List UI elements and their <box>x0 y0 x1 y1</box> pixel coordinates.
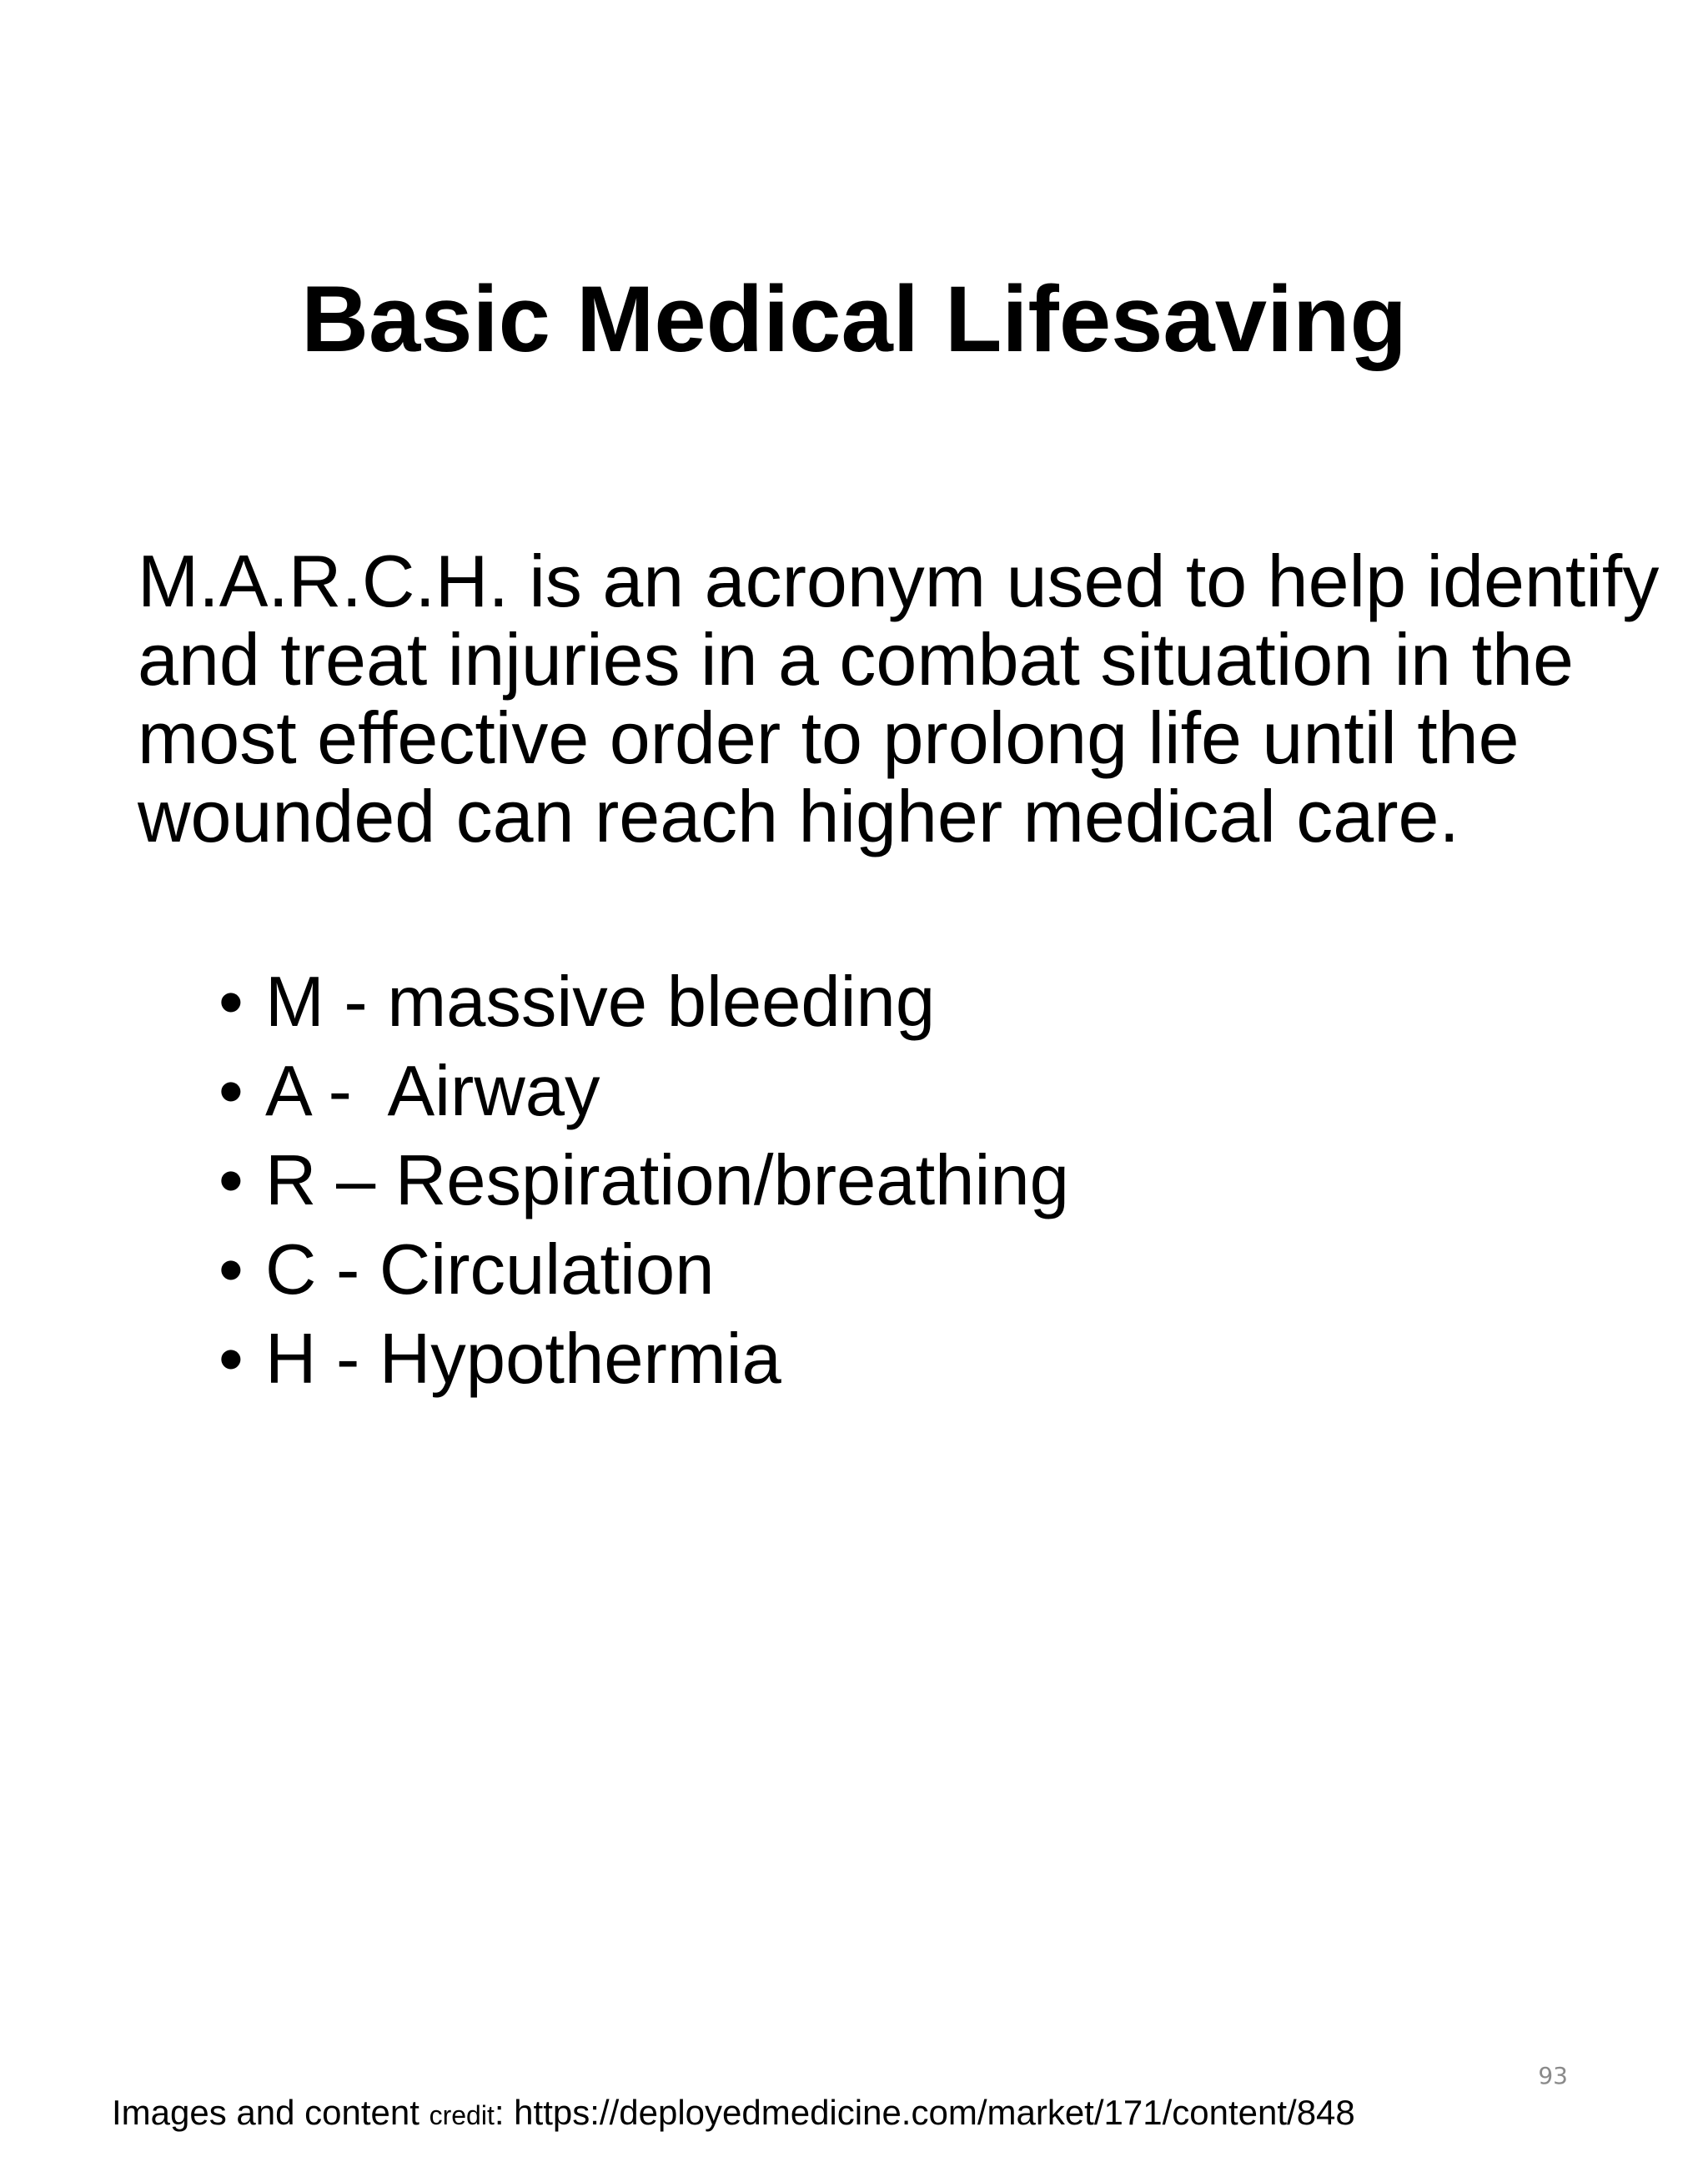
bullet-marker: • <box>219 1052 244 1131</box>
intro-line: and treat injuries in a combat situation in the <box>138 618 1574 701</box>
page-number: 93 <box>1538 2062 1568 2089</box>
intro-line: M.A.R.C.H. is an acronym used to help identify <box>138 540 1660 622</box>
bullet-marker: • <box>219 1141 244 1220</box>
list-item <box>219 1225 1069 1315</box>
list-item-text: A - Airway <box>265 1052 600 1131</box>
page-title: Basic Medical Lifesaving <box>301 267 1407 371</box>
list-item-text: H - Hypothermia <box>265 1320 781 1399</box>
bullet-marker: • <box>219 963 244 1042</box>
intro-line: wounded can reach higher medical care. <box>138 775 1459 857</box>
bullet-marker: • <box>219 1230 244 1310</box>
credit-line <box>112 2092 1355 2136</box>
bullet-marker: • <box>219 1320 244 1399</box>
list-item <box>219 958 1069 1047</box>
list-item-text: C - Circulation <box>265 1230 715 1310</box>
list-item-text: R – Respiration/breathing <box>265 1141 1069 1220</box>
list-item <box>219 1315 1069 1404</box>
list-item <box>219 1136 1069 1225</box>
march-list <box>219 958 1069 1404</box>
credit-url: : https://deployedmedicine.com/market/171/content/848 <box>494 2093 1355 2132</box>
credit-prefix: Images and content <box>112 2093 430 2132</box>
list-item-text: M - massive bleeding <box>265 963 936 1042</box>
credit-label: credit <box>429 2100 495 2130</box>
list-item <box>219 1047 1069 1136</box>
intro-paragraph <box>138 542 1672 856</box>
intro-line: most effective order to prolong life until the <box>138 696 1520 779</box>
